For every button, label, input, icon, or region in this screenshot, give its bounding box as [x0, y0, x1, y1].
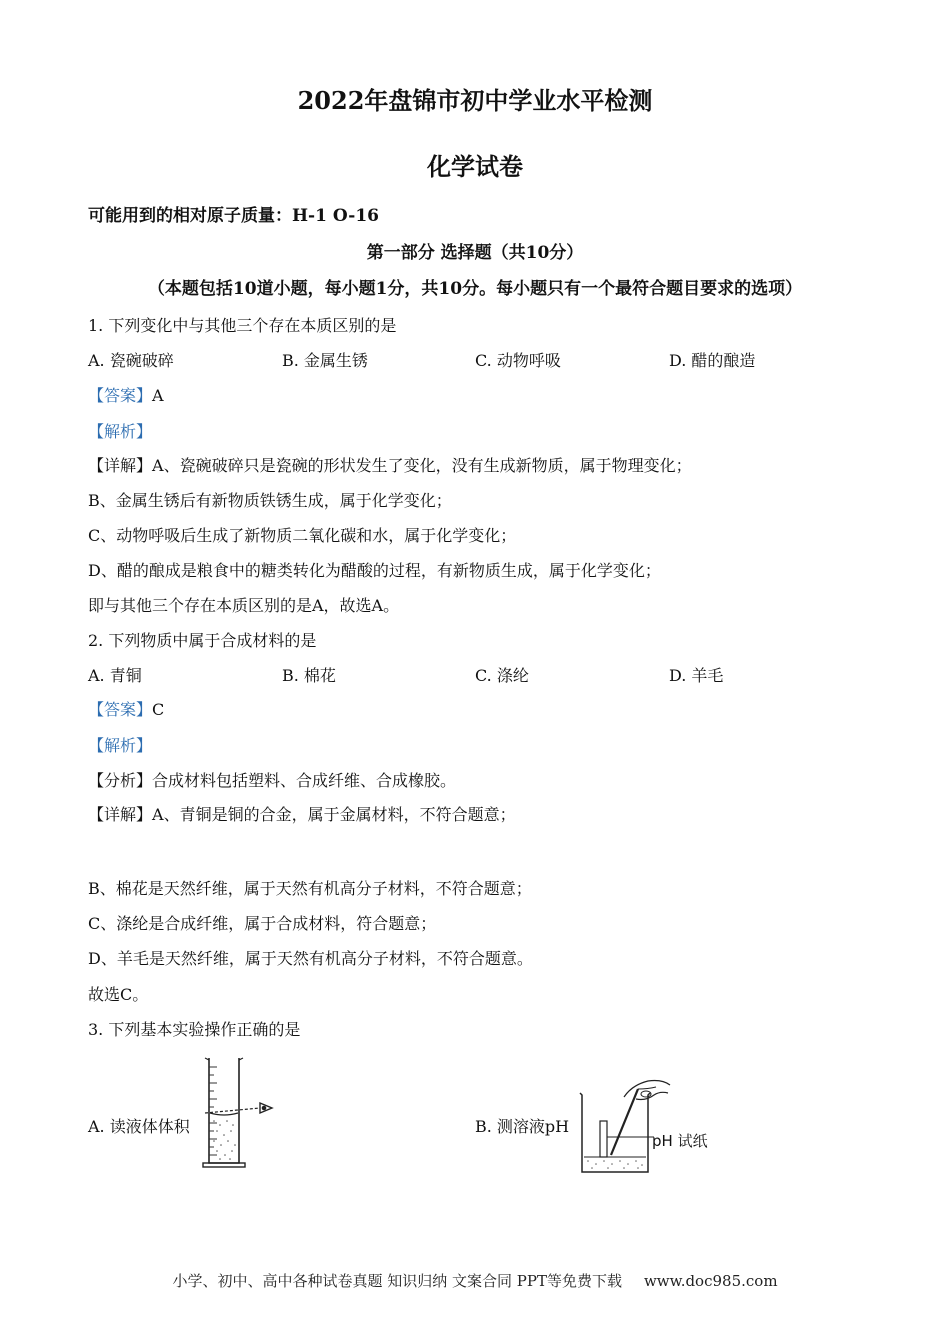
q1-detail-line: D、醋的酿成是粮食中的糖类转化为醋酸的过程，有新物质生成，属于化学变化； — [88, 561, 661, 580]
q1-option-b: B. 金属生锈 — [282, 351, 368, 370]
q1-option-c: C. 动物呼吸 — [475, 351, 561, 370]
q2-answer — [88, 700, 164, 720]
q2-analysis-tag: 【解析】 — [88, 736, 153, 755]
q1-option-a: A. 瓷碗破碎 — [88, 351, 174, 370]
exam-subtitle: 化学试卷 — [427, 152, 523, 181]
answer-tag: 【答案】 — [88, 700, 153, 719]
graduated-cylinder-illustration — [200, 1055, 280, 1170]
footer-text: 小学、初中、高中各种试卷真题 知识归纳 文案合同 PPT等免费下载 — [172, 1272, 622, 1290]
q1-detail-line: C、动物呼吸后生成了新物质二氧化碳和水，属于化学变化； — [88, 526, 517, 545]
detail-text: A、青铜是铜的合金，属于金属材料，不符合题意； — [152, 805, 516, 824]
q2-option-b: B. 棉花 — [282, 666, 336, 685]
q2-analysis: 【分析】合成材料包括塑料、合成纤维、合成橡胶。 — [88, 771, 457, 790]
answer-value: C — [152, 700, 165, 719]
q1-answer — [88, 386, 164, 406]
q1-analysis-tag: 【解析】 — [88, 422, 153, 441]
q2-option-c: C. 涤纶 — [475, 666, 529, 685]
q2-option-a: A. 青铜 — [88, 666, 142, 685]
q2-stem: 2. 下列物质中属于合成材料的是 — [88, 631, 317, 650]
detail-tag: 【详解】 — [88, 805, 153, 824]
page-footer — [0, 1270, 950, 1291]
q2-detail-line: D、羊毛是天然纤维，属于天然有机高分子材料，不符合题意。 — [88, 949, 533, 968]
q1-detail — [88, 456, 692, 476]
detail-text: A、瓷碗破碎只是瓷碗的形状发生了变化，没有生成新物质，属于物理变化； — [152, 456, 692, 475]
answer-value: A — [152, 386, 164, 405]
detail-tag: 【详解】 — [88, 456, 153, 475]
q1-conclusion: 即与其他三个存在本质区别的是A，故选A。 — [88, 596, 400, 615]
q3-option-a: A. 读液体体积 — [88, 1117, 190, 1136]
exam-title: 2022年盘锦市初中学业水平检测 — [297, 86, 653, 115]
q2-detail-line: B、棉花是天然纤维，属于天然有机高分子材料，不符合题意； — [88, 879, 532, 898]
q3-stem: 3. 下列基本实验操作正确的是 — [88, 1020, 301, 1039]
ph-test-illustration — [576, 1075, 726, 1175]
section-instructions: （本题包括10道小题，每小题1分，共10分。每小题只有一个最符合题目要求的选项） — [147, 279, 803, 299]
q2-option-d: D. 羊毛 — [669, 666, 724, 685]
answer-tag: 【答案】 — [88, 386, 153, 405]
ph-paper-label: pH 试纸 — [652, 1132, 708, 1150]
footer-url[interactable]: www.doc985.com — [643, 1272, 778, 1290]
atomic-mass-note: 可能用到的相对原子质量：H-1 O-16 — [88, 206, 380, 226]
q1-option-d: D. 醋的酿造 — [669, 351, 756, 370]
q1-detail-line: B、金属生锈后有新物质铁锈生成，属于化学变化； — [88, 491, 452, 510]
q2-detail — [88, 805, 516, 825]
q2-conclusion: 故选C。 — [88, 985, 149, 1004]
section-title: 第一部分 选择题（共10分） — [366, 243, 584, 263]
q2-detail-line: C、涤纶是合成纤维，属于合成材料，符合题意； — [88, 914, 437, 933]
q3-option-b: B. 测溶液pH — [475, 1117, 570, 1136]
q1-stem: 1. 下列变化中与其他三个存在本质区别的是 — [88, 316, 397, 335]
